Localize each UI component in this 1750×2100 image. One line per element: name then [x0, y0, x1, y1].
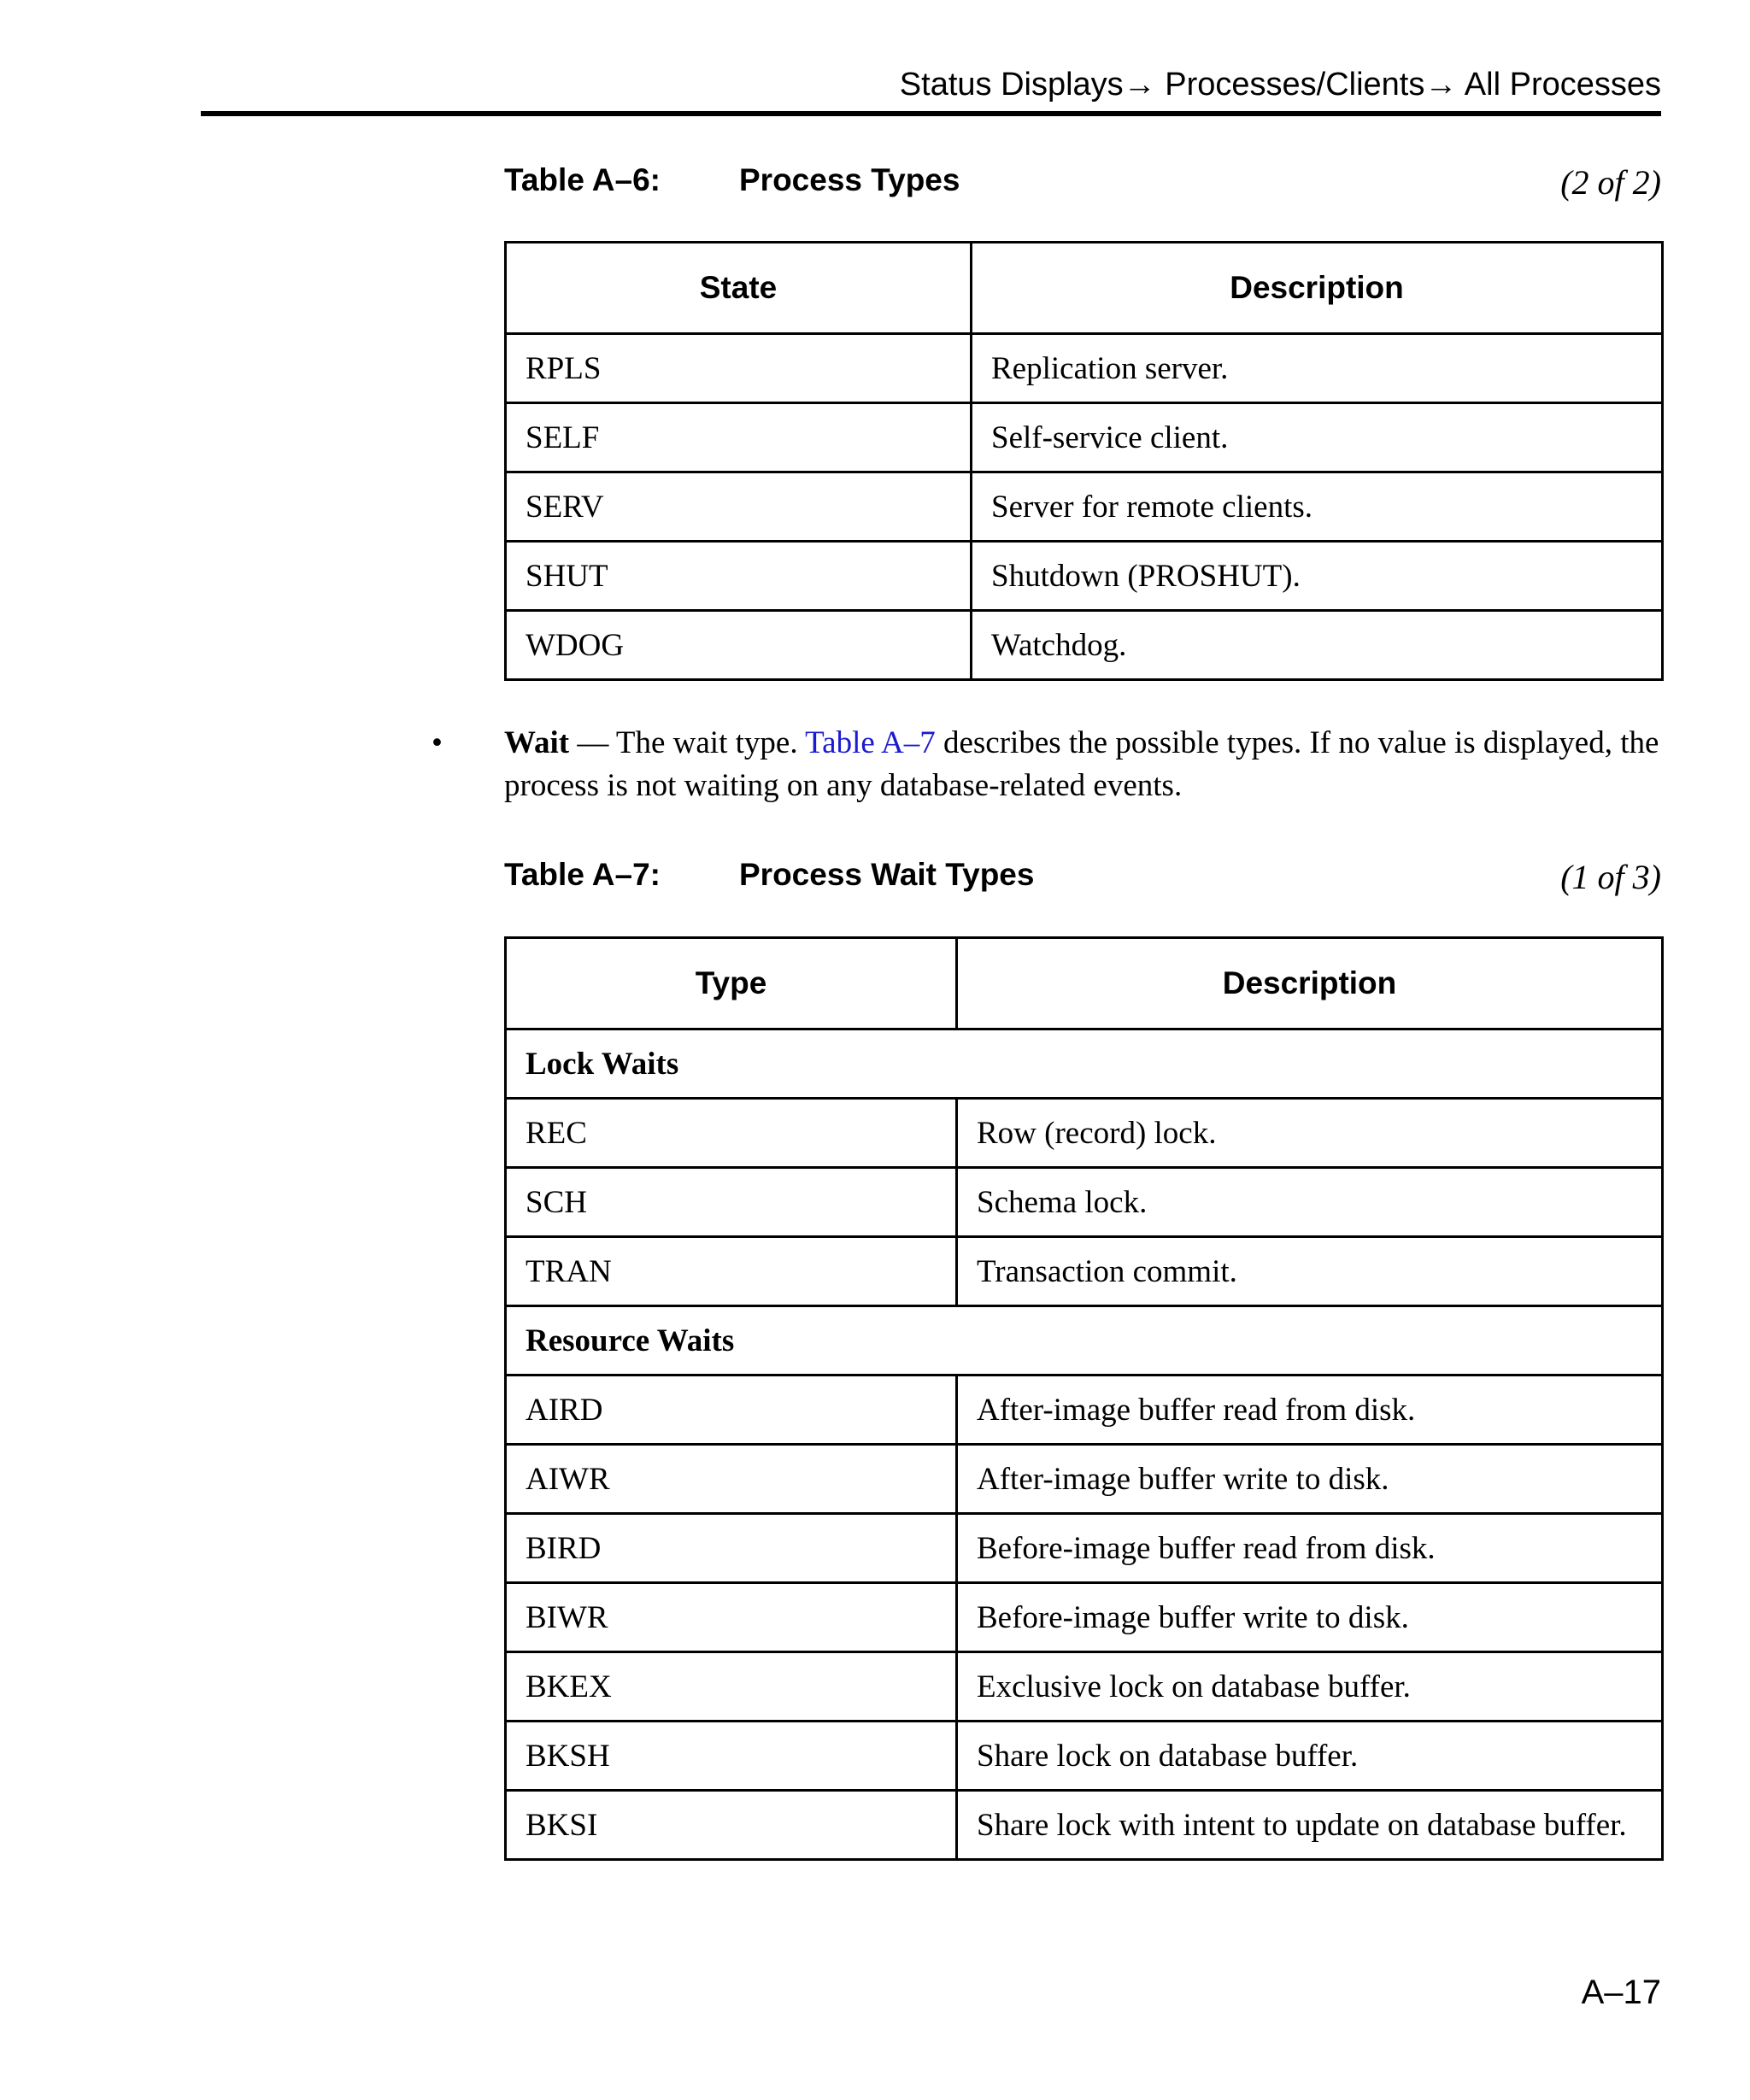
state-cell: WDOG [506, 611, 972, 680]
description-cell: Schema lock. [957, 1168, 1663, 1237]
bullet-text-part: — The wait type. [569, 725, 806, 760]
description-cell: Replication server. [972, 334, 1663, 403]
table-row [506, 542, 1663, 611]
description-cell: After-image buffer read from disk. [957, 1376, 1663, 1445]
group-heading-lock-waits: Lock Waits [506, 1029, 1663, 1099]
column-header-state: State [506, 243, 972, 334]
bullet-text-part: describes the possible types. If no value is displayed, the process is not waiting on any database-related events. [504, 725, 1659, 803]
description-cell: Row (record) lock. [957, 1099, 1663, 1168]
table-a6-label: Table A–6: [504, 162, 661, 197]
table-a7 [504, 936, 1664, 1861]
table-row [506, 334, 1663, 403]
table-a6 [504, 241, 1664, 681]
table-row [506, 472, 1663, 542]
table-a7-part: (1 of 3) [1560, 858, 1661, 896]
group-row [506, 1306, 1663, 1376]
description-cell: Exclusive lock on database buffer. [957, 1652, 1663, 1722]
table-row [506, 1445, 1663, 1514]
description-cell: Share lock on database buffer. [957, 1722, 1663, 1791]
table-row [506, 1514, 1663, 1583]
description-cell: Shutdown (PROSHUT). [972, 542, 1663, 611]
type-cell: BKSH [506, 1722, 957, 1791]
table-header-row [506, 243, 1663, 334]
table-a7-title: Process Wait Types [739, 857, 1035, 892]
table-row [506, 611, 1663, 680]
table-row [506, 1583, 1663, 1652]
table-row [506, 1722, 1663, 1791]
type-cell: REC [506, 1099, 957, 1168]
table-row [506, 1168, 1663, 1237]
table-row [506, 1237, 1663, 1306]
running-header: Status Displays→ Processes/Clients→ All Processes [899, 67, 1661, 103]
table-row [506, 1652, 1663, 1722]
group-heading-resource-waits: Resource Waits [506, 1306, 1663, 1376]
table-a6-title: Process Types [739, 162, 960, 197]
column-header-type: Type [506, 938, 957, 1029]
table-a7-caption [504, 857, 1661, 900]
state-cell: SELF [506, 403, 972, 472]
header-rule [201, 111, 1661, 116]
state-cell: RPLS [506, 334, 972, 403]
table-row [506, 1376, 1663, 1445]
type-cell: AIRD [506, 1376, 957, 1445]
table-row [506, 1791, 1663, 1860]
table-header-row [506, 938, 1663, 1029]
column-header-description: Description [972, 243, 1663, 334]
description-cell: Self-service client. [972, 403, 1663, 472]
description-cell: Before-image buffer read from disk. [957, 1514, 1663, 1583]
description-cell: After-image buffer write to disk. [957, 1445, 1663, 1514]
type-cell: AIWR [506, 1445, 957, 1514]
type-cell: BKSI [506, 1791, 957, 1860]
description-cell: Share lock with intent to update on database buffer. [957, 1791, 1663, 1860]
bullet-text [504, 722, 1662, 807]
description-cell: Watchdog. [972, 611, 1663, 680]
group-row [506, 1029, 1663, 1099]
bullet-marker: • [432, 725, 443, 760]
table-row [506, 403, 1663, 472]
state-cell: SHUT [506, 542, 972, 611]
table-a6-caption [504, 162, 1661, 205]
type-cell: BIRD [506, 1514, 957, 1583]
type-cell: TRAN [506, 1237, 957, 1306]
type-cell: SCH [506, 1168, 957, 1237]
table-a7-link[interactable]: Table A–7 [805, 725, 936, 760]
table-row [506, 1099, 1663, 1168]
column-header-description: Description [957, 938, 1663, 1029]
description-cell: Server for remote clients. [972, 472, 1663, 542]
state-cell: SERV [506, 472, 972, 542]
description-cell: Before-image buffer write to disk. [957, 1583, 1663, 1652]
type-cell: BKEX [506, 1652, 957, 1722]
bullet-term: Wait [504, 725, 570, 760]
table-a6-part: (2 of 2) [1560, 163, 1661, 202]
page-number: A–17 [1581, 1974, 1661, 2011]
type-cell: BIWR [506, 1583, 957, 1652]
description-cell: Transaction commit. [957, 1237, 1663, 1306]
table-a7-label: Table A–7: [504, 857, 661, 892]
